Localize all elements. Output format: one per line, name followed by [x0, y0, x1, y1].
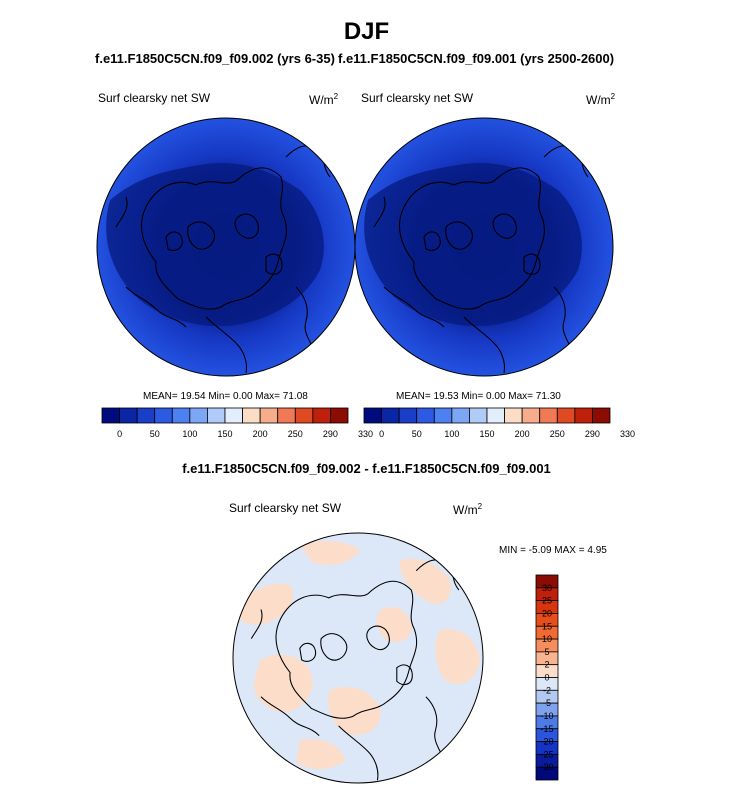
right-colorbar: [364, 408, 635, 439]
left-colorbar-box: [172, 408, 190, 423]
right-colorbar-box: [522, 408, 540, 423]
right-colorbar-tick-label: 100: [444, 429, 460, 439]
right-colorbar-box: [434, 408, 452, 423]
right-stats: MEAN= 19.53 Min= 0.00 Max= 71.30: [396, 391, 561, 402]
left-panel-title: f.e11.F1850C5CN.f09_f09.002 (yrs 6-35): [95, 51, 335, 66]
left-colorbar-box: [137, 408, 155, 423]
right-colorbar-tick-label: 330: [620, 429, 636, 439]
right-colorbar-box: [452, 408, 470, 423]
left-colorbar-tick-label: 290: [322, 429, 338, 439]
left-colorbar-tick-label: 250: [287, 429, 303, 439]
left-colorbar-tick-label: 50: [149, 429, 160, 439]
diff-colorbar-tick-label: -5: [542, 698, 552, 709]
diff-colorbar-tick-label: -2: [542, 685, 552, 696]
main-title: DJF: [343, 18, 390, 45]
right-colorbar-tick-label: 290: [584, 429, 600, 439]
diff-stats: MIN = -5.09 MAX = 4.95: [499, 545, 607, 556]
right-variable-label: Surf clearsky net SW: [361, 91, 474, 105]
diff-colorbar-tick-label: 2: [544, 659, 550, 670]
right-colorbar-tick-label: 50: [411, 429, 422, 439]
left-colorbar-tick-label: 0: [117, 429, 123, 439]
diff-colorbar-tick-label: -25: [540, 749, 554, 760]
left-units: $W/m^2$: [309, 92, 339, 107]
left-colorbar-tick-label: 330: [358, 429, 374, 439]
left-colorbar-box: [207, 408, 225, 423]
right-colorbar-box: [364, 408, 382, 423]
right-colorbar-box: [487, 408, 505, 423]
right-colorbar-box: [399, 408, 417, 423]
left-colorbar-box: [190, 408, 208, 423]
diff-map: [233, 533, 483, 783]
diff-colorbar-tick-label: 15: [541, 621, 553, 632]
diff-variable-label: Surf clearsky net SW: [229, 501, 342, 515]
left-colorbar-tick-label: 200: [252, 429, 268, 439]
left-colorbar-box: [260, 408, 278, 423]
diff-colorbar-tick-label: 20: [541, 608, 553, 619]
diff-colorbar-tick-label: 30: [541, 582, 553, 593]
diff-colorbar-tick-label: -15: [540, 723, 554, 734]
left-colorbar-tick-label: 150: [217, 429, 233, 439]
right-colorbar-tick-label: 250: [549, 429, 565, 439]
diff-colorbar-tick-label: 5: [544, 646, 550, 657]
left-colorbar-box: [295, 408, 313, 423]
diff-colorbar-tick-label: 0: [544, 672, 550, 683]
left-colorbar: [102, 408, 373, 439]
right-colorbar-tick-label: 150: [479, 429, 495, 439]
right-colorbar-box: [592, 408, 610, 423]
left-colorbar-box: [155, 408, 173, 423]
diff-colorbar-tick-label: 10: [541, 634, 553, 645]
left-colorbar-box: [225, 408, 243, 423]
left-variable-label: Surf clearsky net SW: [98, 91, 211, 105]
diff-panel-title: f.e11.F1850C5CN.f09_f09.002 - f.e11.F1850C5CN.f09_f09.001: [182, 461, 551, 476]
diff-colorbar-tick-label: -20: [540, 736, 554, 747]
diff-colorbar: [536, 575, 558, 780]
left-colorbar-box: [278, 408, 296, 423]
left-colorbar-tick-label: 100: [182, 429, 198, 439]
left-colorbar-box: [120, 408, 138, 423]
left-stats: MEAN= 19.54 Min= 0.00 Max= 71.08: [143, 391, 308, 402]
left-colorbar-box: [102, 408, 120, 423]
left-colorbar-box: [330, 408, 348, 423]
right-colorbar-box: [575, 408, 593, 423]
diff-units: $W/m^2$: [453, 502, 483, 517]
left-colorbar-box: [243, 408, 261, 423]
right-colorbar-box: [540, 408, 558, 423]
diff-colorbar-tick-label: -30: [540, 762, 554, 773]
left-colorbar-box: [313, 408, 331, 423]
right-colorbar-tick-label: 0: [379, 429, 385, 439]
right-units: $W/m^2$: [586, 92, 616, 107]
diff-colorbar-tick-label: -10: [540, 710, 554, 721]
right-colorbar-box: [469, 408, 487, 423]
diff-colorbar-tick-label: 25: [541, 595, 553, 606]
right-colorbar-box: [557, 408, 575, 423]
right-colorbar-tick-label: 200: [514, 429, 530, 439]
right-colorbar-box: [505, 408, 523, 423]
left-map: [97, 118, 355, 376]
right-colorbar-box: [382, 408, 400, 423]
right-panel-title: f.e11.F1850C5CN.f09_f09.001 (yrs 2500-2600): [338, 51, 615, 66]
right-colorbar-box: [417, 408, 435, 423]
right-map: [355, 118, 613, 376]
